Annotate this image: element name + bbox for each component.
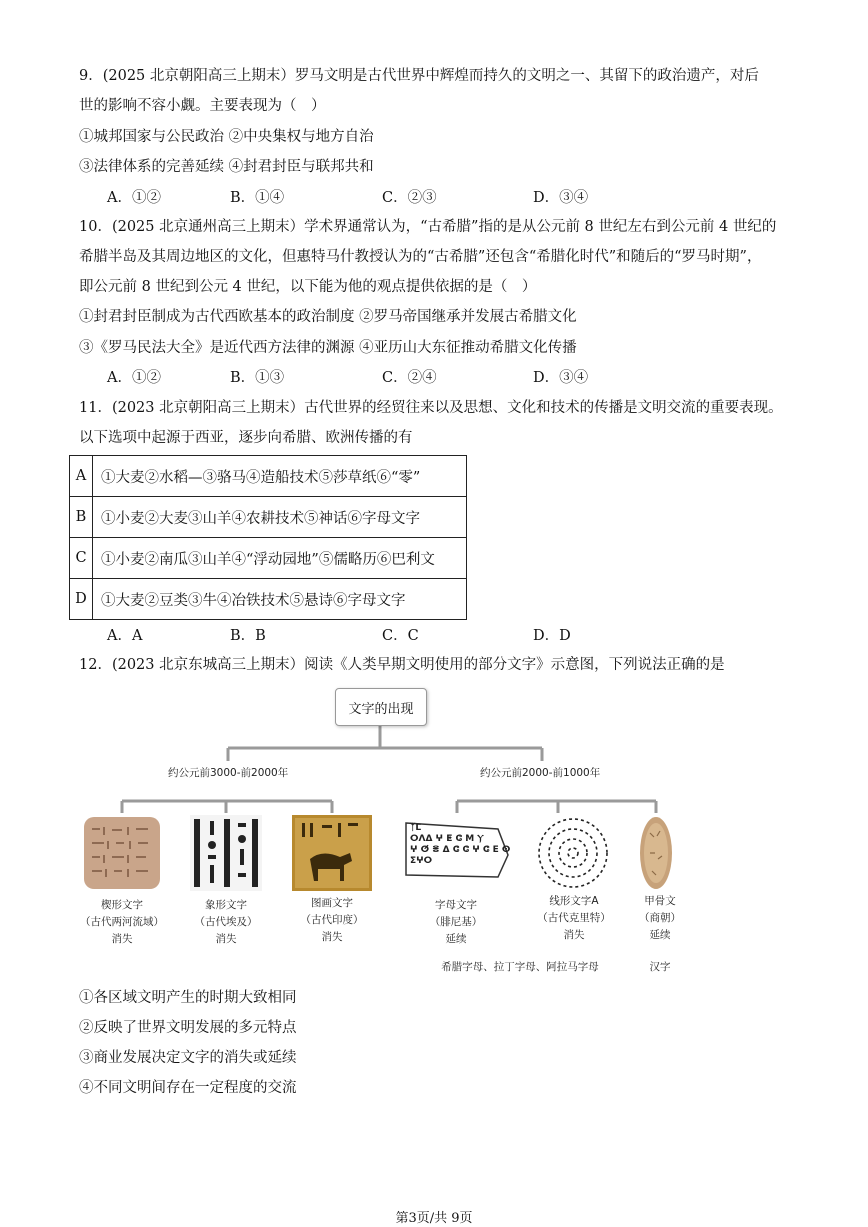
q11-stem-line2: 以下选项中起源于西亚，逐步向希腊、欧洲传播的有	[79, 430, 413, 446]
q10-stem-line2: 希腊半岛及其周边地区的文化，但惠特马什教授认为的“古希腊”还包含“希腊化时代”和随后的“罗马时期”，	[79, 249, 762, 265]
period-label-early: 约公元前3000-前2000年	[168, 767, 289, 779]
q10-items-line1: ①封君封臣制成为古代西欧基本的政治制度 ②罗马帝国继承并发展古希腊文化	[79, 309, 577, 325]
script-region: （古代印度）	[300, 914, 364, 926]
hieroglyph-image	[190, 815, 262, 891]
q10-stem-line1: 10．(2025 北京通州高三上期末）学术界通常认为，“古希腊”指的是从公元前 8 世纪左右到公元前 4 世纪的	[79, 219, 777, 235]
script-fate: 延续	[649, 929, 671, 941]
glyph-line: ⵔɅⵠ ⵖ ⵟ ⵛ Ⅿ Ⲩ	[410, 834, 484, 844]
row-content: ①小麦②南瓜③山羊④“浮动园地”⑤儒略历⑥巴利文	[93, 538, 467, 579]
period-label-late: 约公元前2000-前1000年	[480, 767, 601, 779]
q9-option-c[interactable]: C．②③	[382, 190, 437, 206]
script-region: （古代两河流域）	[80, 916, 164, 928]
q9-items-line1: ①城邦国家与公民政治 ②中央集权与地方自治	[79, 129, 374, 145]
q9-items-line2: ③法律体系的完善延续 ④封君封臣与联邦共和	[79, 159, 374, 175]
script-name: 甲骨文	[644, 895, 676, 907]
script-name: 楔形文字	[101, 899, 143, 911]
q11-option-c[interactable]: C．C	[382, 628, 419, 644]
table-row	[70, 579, 467, 620]
writing-systems-diagram	[70, 685, 710, 980]
q10-stem-line3: 即公元前 8 世纪到公元 4 世纪，以下能为他的观点提供依据的是（ ）	[79, 279, 537, 295]
script-fate: 消失	[111, 933, 133, 945]
q9-option-d[interactable]: D．③④	[533, 190, 589, 206]
glyph-line: ᛉⵎ	[410, 823, 422, 833]
row-letter: D	[70, 579, 93, 620]
q9-option-a[interactable]: A．①②	[107, 190, 161, 206]
script-name: 图画文字	[311, 897, 353, 909]
q10-option-b[interactable]: B．①③	[230, 370, 285, 386]
oracle-bone-image	[636, 813, 676, 893]
q11-stem-line1: 11．(2023 北京朝阳高三上期末）古代世界的经贸往来以及思想、文化和技术的传播是文明交流的重要表现。	[79, 400, 783, 416]
script-fate: 延续	[445, 933, 467, 945]
phoenician-descendants-note: 希腊字母、拉丁字母、阿拉马字母	[441, 961, 599, 973]
q10-option-c[interactable]: C．②④	[382, 370, 437, 386]
cuneiform-tablet-image	[82, 815, 162, 891]
q12-item-2: ②反映了世界文明发展的多元特点	[79, 1020, 297, 1036]
q10-option-a[interactable]: A．①②	[107, 370, 161, 386]
row-content: ①小麦②大麦③山羊④农耕技术⑤神话⑥字母文字	[93, 497, 467, 538]
script-linear-a-label	[524, 893, 624, 944]
q10-items-line2: ③《罗马民法大全》是近代西方法律的渊源 ④亚历山大东征推动希腊文化传播	[79, 340, 577, 356]
phoenician-glyphs	[410, 823, 511, 867]
script-region: （古代克里特）	[537, 912, 611, 924]
q11-option-d[interactable]: D．D	[533, 628, 571, 644]
q12-item-1: ①各区域文明产生的时期大致相同	[79, 990, 297, 1006]
table-row	[70, 497, 467, 538]
diagram-root-box: 文字的出现	[335, 688, 427, 726]
table-row	[70, 538, 467, 579]
script-region: （古代埃及）	[194, 916, 258, 928]
script-indus-label	[282, 895, 382, 946]
script-fate: 消失	[563, 929, 585, 941]
page-footer: 第3页/共 9页	[395, 1211, 473, 1226]
script-fate: 消失	[215, 933, 237, 945]
q11-options-table	[69, 455, 467, 620]
q11-option-a[interactable]: A．A	[107, 628, 143, 644]
table-row	[70, 456, 467, 497]
script-phoenician-label	[406, 897, 506, 948]
row-content: ①大麦②豆类③牛④冶铁技术⑤悬诗⑥字母文字	[93, 579, 467, 620]
indus-seal-image	[292, 815, 372, 891]
q12-item-3: ③商业发展决定文字的消失或延续	[79, 1050, 297, 1066]
script-cuneiform-label	[72, 897, 172, 948]
q9-stem-line2: 世的影响不容小觑。主要表现为（ ）	[79, 98, 326, 114]
q12-item-4: ④不同文明间存在一定程度的交流	[79, 1080, 297, 1096]
oracle-descendant-note: 汉字	[649, 961, 671, 973]
linear-a-disc-image	[530, 813, 616, 893]
row-letter: A	[70, 456, 93, 497]
script-fate: 消失	[321, 931, 343, 943]
script-name: 象形文字	[205, 899, 247, 911]
q10-option-d[interactable]: D．③④	[533, 370, 589, 386]
q12-stem-line1: 12．(2023 北京东城高三上期末）阅读《人类早期文明使用的部分文字》示意图，下列说法正确的是	[79, 657, 725, 673]
q9-option-b[interactable]: B．①④	[230, 190, 285, 206]
script-name: 线形文字A	[549, 895, 599, 907]
row-content: ①大麦②水稻—③骆马④造船技术⑤莎草纸⑥“零”	[93, 456, 467, 497]
q9-stem-line1: 9．(2025 北京朝阳高三上期末）罗马文明是古代世界中辉煌而持久的文明之一、其留下的政治遗产，对后	[79, 68, 759, 84]
script-oracle-bone-label	[630, 893, 690, 944]
glyph-line: ⵖ ⵚ ⴻ ⵠ ⵛ ⵛ ⵖ ⵛ ⴹ ⵙ	[410, 845, 511, 855]
script-name: 字母文字	[435, 899, 477, 911]
script-region: （腓尼基）	[429, 916, 483, 928]
script-region: （商朝）	[639, 912, 681, 924]
glyph-line: ⵉⵖⵔ	[410, 856, 433, 866]
q11-option-b[interactable]: B．B	[230, 628, 266, 644]
row-letter: B	[70, 497, 93, 538]
row-letter: C	[70, 538, 93, 579]
script-hieroglyph-label	[176, 897, 276, 948]
